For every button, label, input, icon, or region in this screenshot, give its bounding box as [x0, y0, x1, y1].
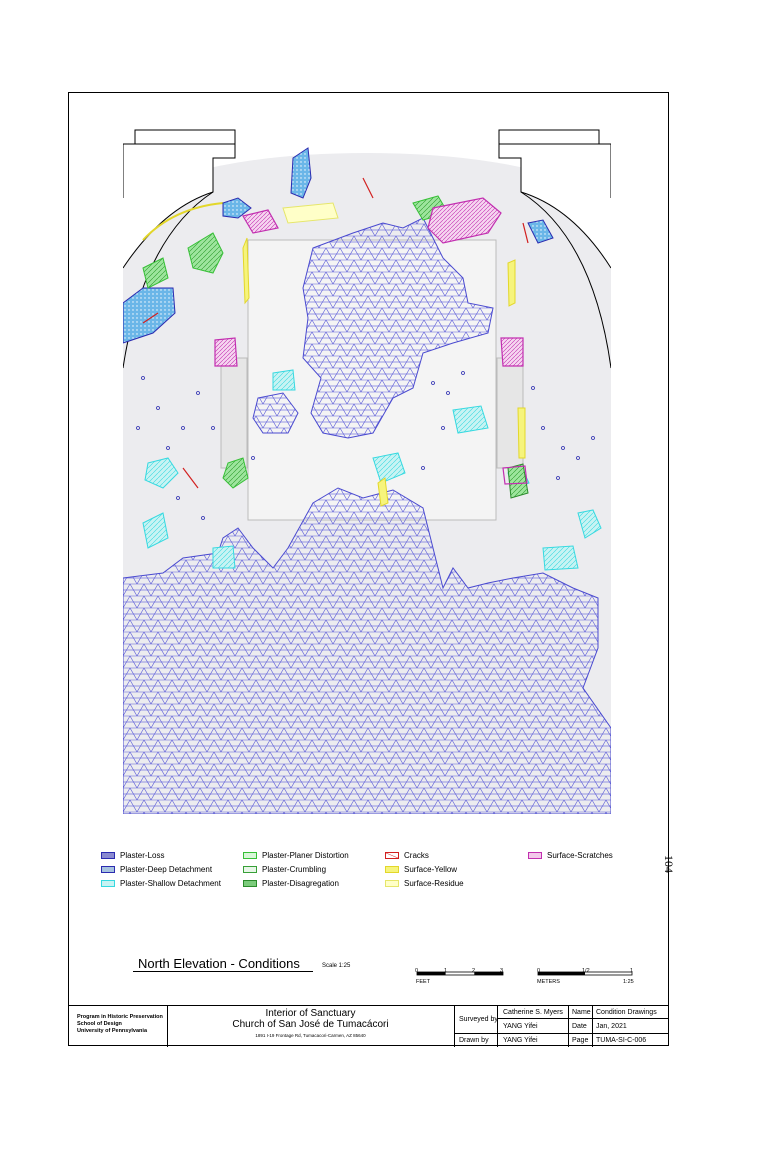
feet-tick-2: 2: [472, 968, 476, 974]
project-block: [167, 1008, 454, 1038]
feet-tick-0: 0: [415, 968, 419, 974]
meters-tick-1: 1: [630, 968, 634, 974]
legend-item-plaster-shallow-detachment: [101, 879, 221, 888]
date-value: Jan, 2021: [596, 1023, 627, 1030]
meters-tick-half: 1/2: [582, 968, 590, 974]
legend-swatch: [528, 852, 542, 859]
org-line2: School of Design: [77, 1021, 122, 1027]
legend-item-plaster-planer-distortion: [243, 851, 349, 860]
legend-label: Plaster-Shallow Detachment: [120, 879, 221, 888]
legend-label: Plaster-Planer Distortion: [262, 851, 349, 860]
meters-ratio: 1:25: [623, 979, 634, 985]
drawn-by: YANG Yifei: [503, 1037, 538, 1044]
legend-item-plaster-crumbling: [243, 865, 326, 874]
divider: [454, 1033, 668, 1034]
legend-label: Surface-Scratches: [547, 851, 613, 860]
divider: [568, 1006, 569, 1047]
drawn-by-label: Drawn by: [459, 1037, 489, 1044]
legend-item-plaster-disagregation: [243, 879, 339, 888]
project-address: 1891 I-19 Frontage Rd, Tumacacori-Carmen, AZ 85640: [255, 1033, 366, 1038]
legend-swatch: [385, 852, 399, 859]
page-number: 104: [662, 855, 676, 873]
legend-label: Plaster-Crumbling: [262, 865, 327, 874]
divider: [454, 1006, 455, 1047]
legend-swatch: [101, 866, 115, 873]
feet-tick-1: 1: [444, 968, 448, 974]
org-block: [77, 1014, 163, 1035]
legend-item-plaster-loss: [101, 851, 164, 860]
surveyed-by-label: Surveyed by: [459, 1016, 498, 1023]
drawing-title: North Elevation - Conditions: [138, 956, 300, 971]
meters-tick-0: 0: [537, 968, 541, 974]
org-line1: Program in Historic Preservation: [77, 1014, 163, 1020]
meters-unit: METERS: [537, 979, 560, 985]
project-line2: Church of San José de Tumacácori: [232, 1019, 389, 1030]
page-value: TUMA-SI-C-006: [596, 1037, 647, 1044]
divider: [497, 1006, 498, 1047]
feet-unit: FEET: [416, 979, 431, 985]
legend-swatch: [243, 852, 257, 859]
north-elevation-drawing: [123, 128, 611, 814]
legend-item-surface-scratches: [528, 851, 613, 860]
org-line3: University of Pennsylvania: [77, 1028, 147, 1034]
legend-item-plaster-deep-detachment: [101, 865, 212, 874]
feet-tick-3: 3: [500, 968, 504, 974]
legend-label: Surface-Residue: [404, 879, 464, 888]
page-label: Page: [572, 1037, 589, 1044]
legend-swatch: [243, 880, 257, 887]
divider: [568, 1018, 668, 1019]
divider: [592, 1006, 593, 1047]
scale-text: Scale 1:25: [322, 963, 351, 969]
surveyed-by-1: Catherine S. Myers: [503, 1009, 563, 1016]
project-line1: Interior of Sanctuary: [265, 1008, 356, 1019]
date-label: Date: [572, 1023, 587, 1030]
name-label: Name: [572, 1009, 591, 1016]
legend-label: Plaster-Disagregation: [262, 879, 339, 888]
legend-swatch: [385, 880, 399, 887]
legend-label: Surface-Yellow: [404, 865, 458, 874]
legend-label: Plaster-Loss: [120, 851, 165, 860]
legend-label: Cracks: [404, 851, 429, 860]
legend-swatch: [101, 880, 115, 887]
legend-label: Plaster-Deep Detachment: [120, 865, 213, 874]
title-underline: [133, 971, 313, 972]
legend-swatch: [101, 852, 115, 859]
legend-item-surface-residue: [385, 879, 464, 888]
legend-item-cracks: [385, 851, 429, 860]
name-value: Condition Drawings: [596, 1009, 657, 1016]
surveyed-by-2: YANG Yifei: [503, 1023, 538, 1030]
legend-swatch: [385, 866, 399, 873]
legend-item-surface-yellow: [385, 865, 457, 874]
title-block: [69, 1005, 668, 1047]
legend-swatch: [243, 866, 257, 873]
